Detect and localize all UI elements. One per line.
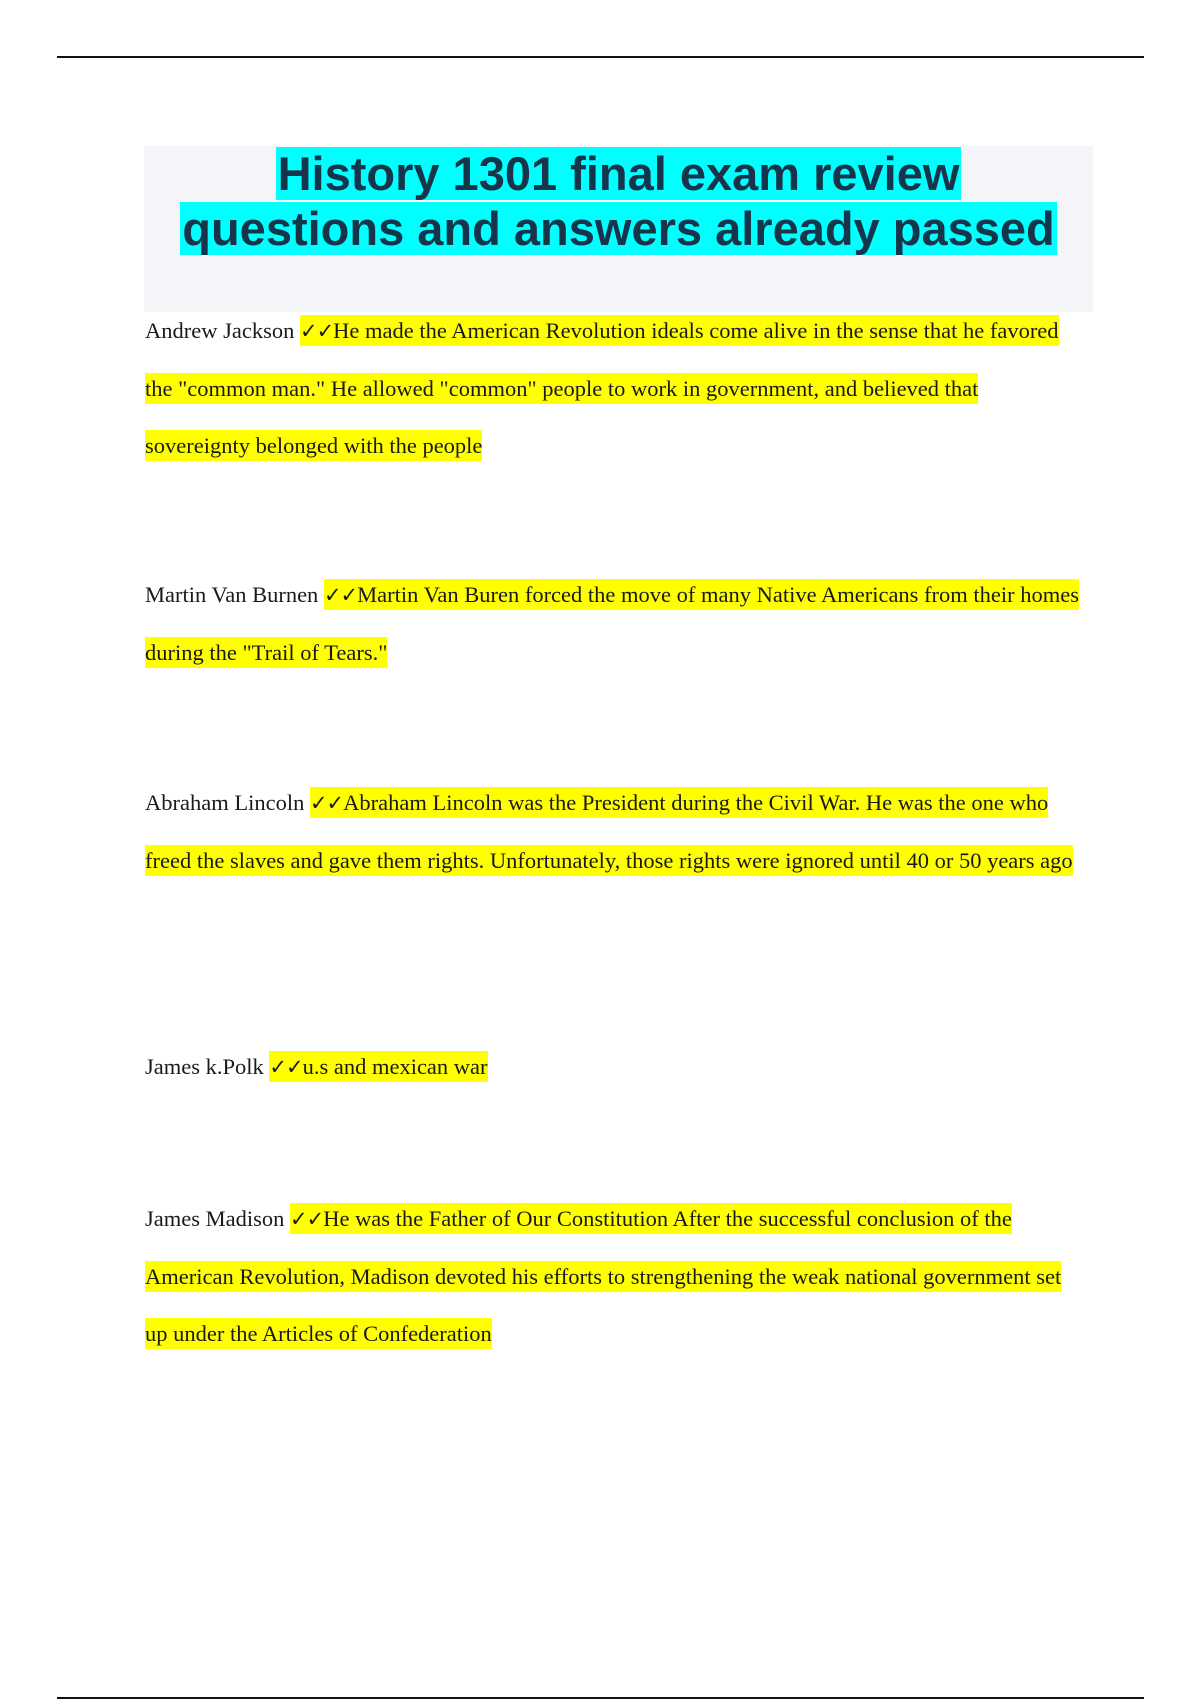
entry-answer: Abraham Lincoln was the President during the Civil War. He was the one who freed the slaves and gave them rights. Unfortunately, those rights were ignored until 40 or 50 years ago	[145, 790, 1073, 873]
double-check-icon: ✓✓	[323, 583, 358, 607]
bottom-rule	[57, 1697, 1144, 1699]
qa-entry	[145, 1038, 1085, 1096]
entry-term: Martin Van Burnen	[145, 582, 319, 607]
entry-answer: u.s and mexican war	[302, 1054, 488, 1079]
entry-answer-highlight	[269, 1051, 487, 1082]
qa-entry	[145, 566, 1085, 681]
double-check-icon: ✓✓	[269, 1055, 303, 1079]
entry-term: James k.Polk	[145, 1054, 264, 1079]
document-title	[144, 146, 1093, 256]
double-check-icon: ✓✓	[290, 1207, 324, 1231]
entry-answer: He made the American Revolution ideals come alive in the sense that he favored the "common man." He allowed "common" people to work in government, and believed that sovereignty belonged with the people	[145, 318, 1059, 458]
qa-entry	[145, 1190, 1085, 1362]
entry-answer: He was the Father of Our Constitution After the successful conclusion of the American Revolution, Madison devoted his efforts to strengthening the weak national government set up under the Articles of Confederation	[145, 1206, 1062, 1346]
qa-entry	[145, 774, 1085, 889]
title-line-2: questions and answers already passed	[182, 202, 1055, 255]
entry-answer: Martin Van Buren forced the move of many Native Americans from their homes during the "Trail of Tears."	[145, 582, 1080, 665]
entry-term: Abraham Lincoln	[145, 790, 305, 815]
entry-term: James Madison	[145, 1206, 285, 1231]
double-check-icon: ✓✓	[299, 319, 334, 343]
entry-term: Andrew Jackson	[145, 318, 295, 343]
qa-entry	[145, 302, 1085, 474]
double-check-icon: ✓✓	[309, 791, 344, 815]
top-rule	[57, 56, 1144, 58]
title-line-1: History 1301 final exam review	[277, 147, 960, 200]
